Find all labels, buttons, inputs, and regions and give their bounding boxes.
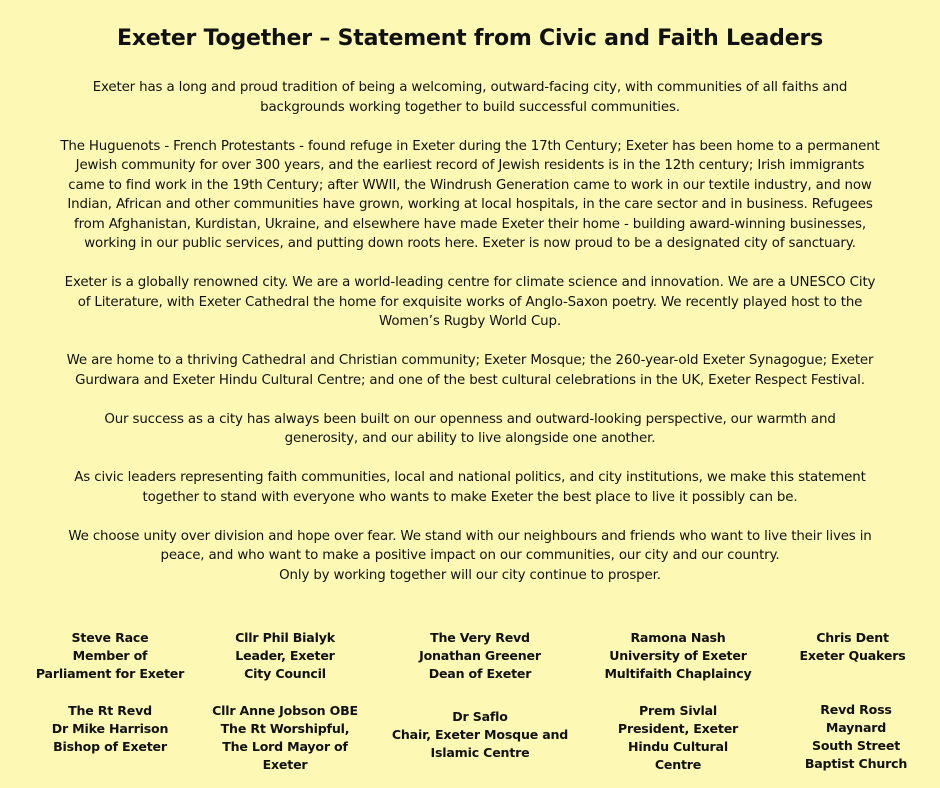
signatory-chris-dent: Chris Dent Exeter Quakers [799,630,906,663]
signatory-steve-race: Steve Race Member of Parliament for Exeter [35,630,185,681]
signatory-jonathan-greener: The Very Revd Jonathan Greener Dean of Exeter [419,630,541,681]
signatory-anne-jobson: Cllr Anne Jobson OBE The Rt Worshipful, The Lord Mayor of Exeter [212,703,358,772]
paragraph-success: Our success as a city has always been built on our openness and outward-looking perspective, our warmth and generosity, and our ability to live alongside one another. [104,411,836,446]
paragraph-unity: We choose unity over division and hope over fear. We stand with our neighbours and friends who want to live their lives in peace, and who want to make a positive impact on our communities, our city and our country. Only by working together will our city continue to prosper. [68,528,872,583]
paragraph-communities: We are home to a thriving Cathedral and Christian community; Exeter Mosque; the 260-year-old Exeter Synagogue; Exeter Gurdwara and Exeter Hindu Cultural Centre; and one of the best cultural celebrations in the UK, Exeter Respect Festival. [66,353,874,388]
statement-body [30,78,910,605]
paragraph-welcome: Exeter has a long and proud tradition of being a welcoming, outward-facing city, with communities of all faiths and backgrounds working together to build successful communities. [92,80,848,115]
signatory-mike-harrison: The Rt Revd Dr Mike Harrison Bishop of Exeter [51,703,169,754]
signatory-phil-bialyk: Cllr Phil Bialyk Leader, Exeter City Council [235,630,335,681]
signatory-ramona-nash: Ramona Nash University of Exeter Multifaith Chaplaincy [604,630,752,681]
paragraph-history: The Huguenots - French Protestants - found refuge in Exeter during the 17th Century; Exeter has been home to a permanent Jewish community for over 300 years, and the earliest record of Jewish residents is in the 12th century; Irish immigrants came to find work in the 19th Century; after WWII, the Windrush Generation came to work in our textile industry, and now Indian, African and other communities have grown, working at local hospitals, in the care sector and in business. Refugees from Afghanistan, Kurdistan, Ukraine, and elsewhere have made Exeter their home - building award-winning businesses, working in our public services, and putting down roots here. Exeter is now proud to be a designated city of sanctuary. [60,138,880,251]
page-title: Exeter Together – Statement from Civic and Faith Leaders [116,26,823,51]
paragraph-renowned: Exeter is a globally renowned city. We are a world-leading centre for climate science and innovation. We are a UNESCO City of Literature, with Exeter Cathedral the home for exquisite works of Anglo-Saxon poetry. We recently played host to the Women’s Rugby World Cup. [64,275,876,329]
signatory-prem-sivlal: Prem Sivlal President, Exeter Hindu Cultural Centre [617,703,739,772]
signatory-dr-saflo: Dr Saflo Chair, Exeter Mosque and Islamic Centre [391,709,569,760]
paragraph-civic-leaders: As civic leaders representing faith communities, local and national politics, and city institutions, we make this statement together to stand with everyone who wants to make Exeter the best place to live it possibly can be. [74,470,866,505]
signatory-ross-maynard: Revd Ross Maynard South Street Baptist Church [804,702,908,771]
